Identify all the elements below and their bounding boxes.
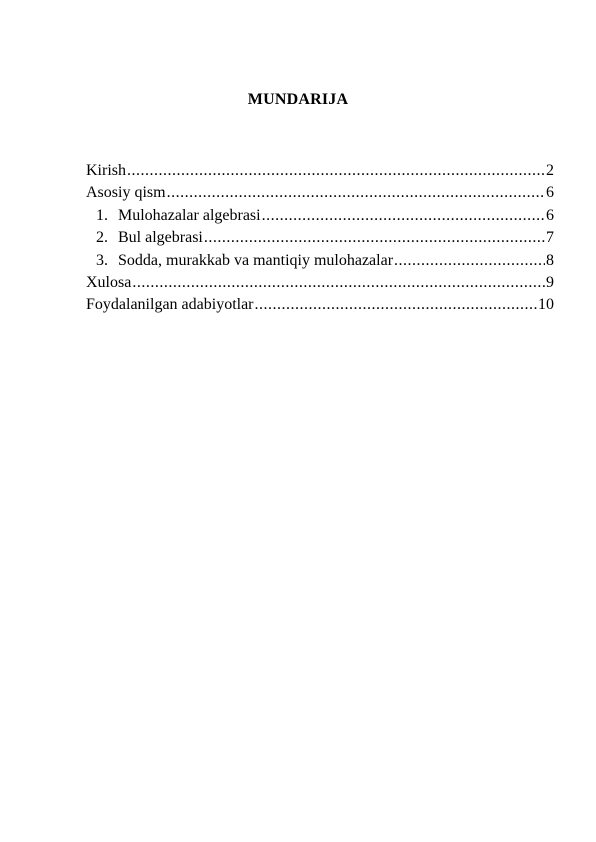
toc-dot-leader	[167, 182, 545, 204]
toc-page-number: 7	[546, 229, 554, 247]
toc-entry-kirish	[86, 160, 554, 182]
toc-entry-number: 3.	[96, 251, 108, 269]
toc-entry-sodda-murakkab	[86, 250, 554, 272]
toc-dot-leader	[127, 160, 545, 182]
toc-entry-label: Asosiy qism	[86, 184, 166, 202]
toc-entry-xulosa	[86, 272, 554, 294]
toc-dot-leader	[204, 227, 545, 249]
toc-page-number: 2	[546, 162, 554, 179]
table-of-contents	[86, 160, 554, 317]
toc-dot-leader	[132, 272, 545, 294]
toc-entry-label: Sodda, murakkab va mantiqiy mulohazalar	[118, 251, 394, 269]
toc-dot-leader	[262, 205, 545, 227]
toc-entry-label: Xulosa	[86, 273, 132, 291]
toc-page-number: 6	[546, 184, 554, 202]
toc-entry-number: 1.	[96, 206, 108, 224]
toc-entry-label: Kirish	[86, 162, 126, 179]
toc-entry-asosiy-qism	[86, 182, 554, 204]
toc-dot-leader	[394, 250, 545, 272]
toc-page-number: 8	[546, 251, 554, 269]
toc-entry-foydalanilgan-adabiyotlar	[86, 294, 554, 316]
toc-entry-label: Bul algebrasi	[118, 229, 203, 247]
toc-page-number: 9	[546, 273, 554, 291]
toc-entry-label: Foydalanilgan adabiyotlar	[86, 296, 254, 314]
toc-entry-bul-algebrasi	[86, 227, 554, 249]
toc-entry-label: Mulohazalar algebrasi	[118, 206, 261, 224]
toc-entry-mulohazalar-algebrasi	[86, 205, 554, 227]
toc-page-number: 6	[546, 206, 554, 224]
toc-dot-leader	[255, 294, 537, 316]
page-title: MUNDARIJA	[247, 91, 349, 108]
toc-page-number: 10	[538, 296, 554, 314]
toc-entry-number: 2.	[96, 229, 108, 247]
